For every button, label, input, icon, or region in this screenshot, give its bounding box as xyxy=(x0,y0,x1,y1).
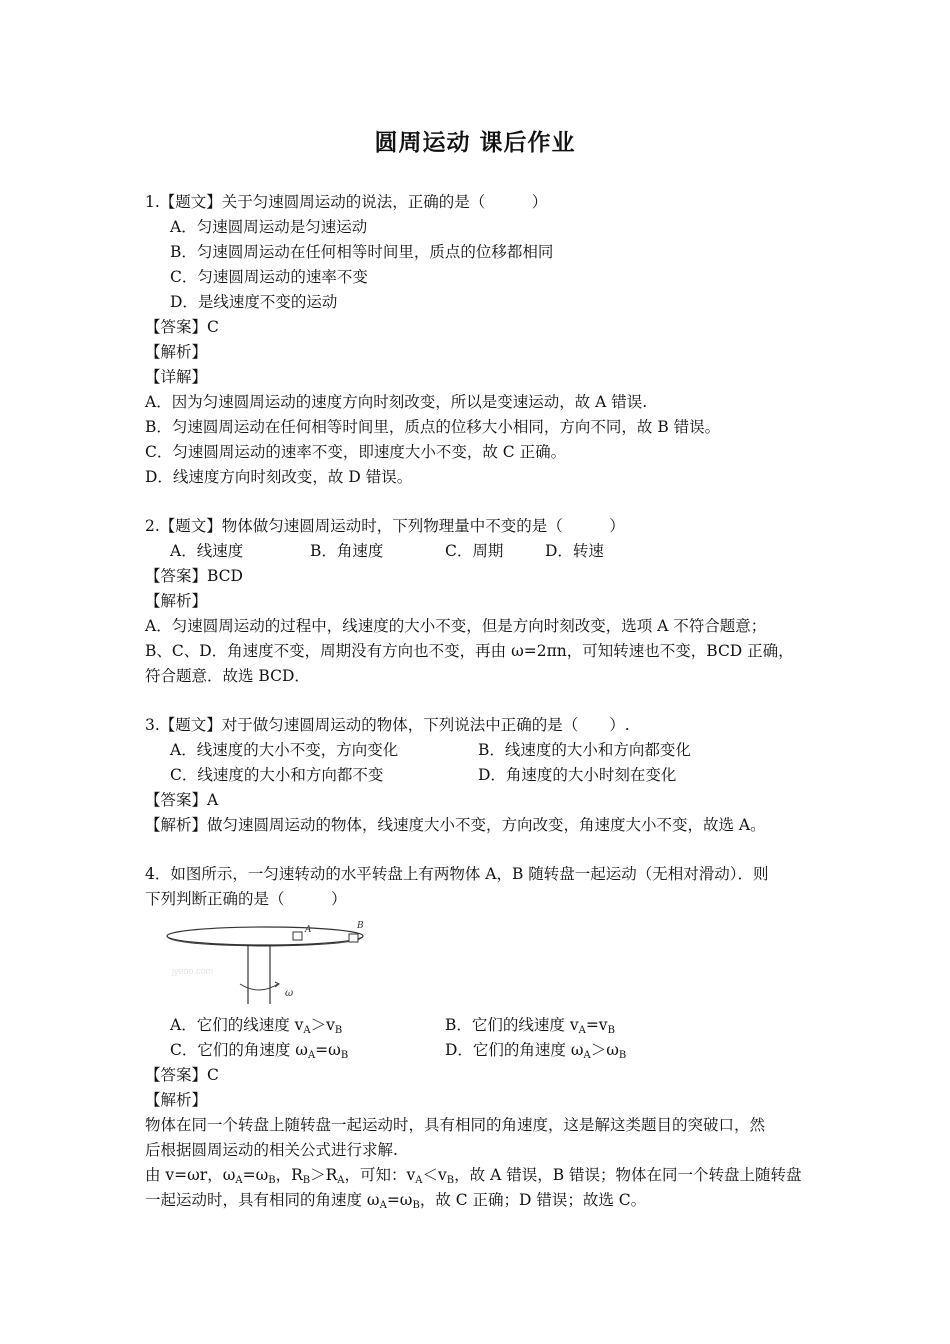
q3-option-c: C．线速度的大小和方向都不变 xyxy=(170,766,384,784)
q2-answer: 【答案】BCD xyxy=(145,567,243,585)
q3-option-a: A．线速度的大小不变，方向变化 xyxy=(170,741,399,759)
q2-analysis-line-2: B、C、D．角速度不变，周期没有方向也不变，再由 ω=2πn，可知转速也不变，BCD 正确， xyxy=(145,642,794,660)
q4-analysis-line-4: 一起运动时，具有相同的角速度 $\omega_A=\omega_B$，故 C 正确；D 错误；故选 C。 xyxy=(145,1191,647,1211)
q2-analysis-line-1: A．匀速圆周运动的过程中，线速度的大小不变，但是方向时刻改变，选项 A 不符合题意； xyxy=(145,617,767,635)
q1-option-c: C．匀速圆周运动的速率不变 xyxy=(170,268,368,286)
q1-answer: 【答案】C xyxy=(145,318,219,336)
q2-option-c: C．周期 xyxy=(445,542,504,560)
rotation-arrow xyxy=(240,984,278,990)
q4-option-c: C．它们的角速度 $\omega_A=\omega_B$ xyxy=(170,1041,349,1061)
q2-stem: 2.【题文】物体做匀速圆周运动时，下列物理量中不变的是（ ） xyxy=(145,517,625,535)
object-b xyxy=(349,934,358,942)
page-title: 圆周运动 课后作业 xyxy=(374,129,576,156)
q4-option-a: A．它们的线速度 $v_A>v_B$ xyxy=(170,1016,343,1036)
label-b: B xyxy=(357,921,364,931)
object-a xyxy=(293,932,302,940)
q3-option-b: B．线速度的大小和方向都变化 xyxy=(478,741,691,759)
q4-option-b: B．它们的线速度 $v_A=v_B$ xyxy=(445,1016,615,1036)
turntable-disk xyxy=(167,927,363,945)
q4-analysis-line-1: 物体在同一个转盘上随转盘一起运动时，具有相同的角速度，这是解这类题目的突破口，然 xyxy=(145,1116,766,1134)
q2-analysis-line-3: 符合题意．故选 BCD． xyxy=(145,667,310,685)
q2-option-d: D．转速 xyxy=(545,542,604,560)
q1-option-b: B．匀速圆周运动在任何相等时间里，质点的位移都相同 xyxy=(170,243,554,261)
q3-analysis: 【解析】做匀速圆周运动的物体，线速度大小不变，方向改变，角速度大小不变，故选 A。 xyxy=(145,816,766,834)
q2-option-a: A．线速度 xyxy=(170,542,244,560)
q3-answer: 【答案】A xyxy=(145,791,219,809)
q1-option-d: D．是线速度不变的运动 xyxy=(170,293,338,311)
q4-stem-line-2: 下列判断正确的是（ ） xyxy=(145,890,347,908)
q2-option-b: B．角速度 xyxy=(310,542,384,560)
q1-option-a: A．匀速圆周运动是匀速运动 xyxy=(170,218,368,236)
turntable-figure xyxy=(160,912,380,1007)
q4-option-d: D．它们的角速度 $\omega_A>\omega_B$ xyxy=(445,1041,627,1061)
q4-analysis-line-3: 由 v=ωr，$\omega_A=\omega_B$，$R_B>R_A$，可知：$v_A<v_B$，故 A 错误，B 错误；物体在同一个转盘上随转盘 xyxy=(145,1166,802,1186)
q4-answer: 【答案】C xyxy=(145,1066,219,1084)
q1-detail-d: D．线速度方向时刻改变，故 D 错误。 xyxy=(145,468,413,486)
q1-detail-a: A．因为匀速圆周运动的速度方向时刻改变，所以是变速运动，故 A 错误. xyxy=(145,393,648,411)
q2-analysis-label: 【解析】 xyxy=(145,592,208,610)
q4-analysis-line-2: 后根据圆周运动的相关公式进行求解. xyxy=(145,1141,398,1159)
q1-detail-b: B．匀速圆周运动在任何相等时间里，质点的位移大小相同，方向不同，故 B 错误。 xyxy=(145,418,721,436)
q1-detail-label: 【详解】 xyxy=(145,368,208,386)
omega-label: ω xyxy=(285,988,294,999)
q1-stem: 1.【题文】关于匀速圆周运动的说法，正确的是（ ） xyxy=(145,193,548,211)
figure-watermark: jyeoo.com xyxy=(172,966,214,976)
q1-analysis-label: 【解析】 xyxy=(145,343,208,361)
label-a: A xyxy=(305,925,312,935)
q3-stem: 3.【题文】对于做匀速圆周运动的物体，下列说法中正确的是（ ）. xyxy=(145,716,630,734)
q4-analysis-label: 【解析】 xyxy=(145,1091,208,1109)
q4-stem-line-1: 4．如图所示，一匀速转动的水平转盘上有两物体 A，B 随转盘一起运动（无相对滑动）．则 xyxy=(145,865,769,883)
q1-detail-c: C．匀速圆周运动的速率不变，即速度大小不变，故 C 正确。 xyxy=(145,443,567,461)
q3-option-d: D．角速度的大小时刻在变化 xyxy=(478,766,677,784)
